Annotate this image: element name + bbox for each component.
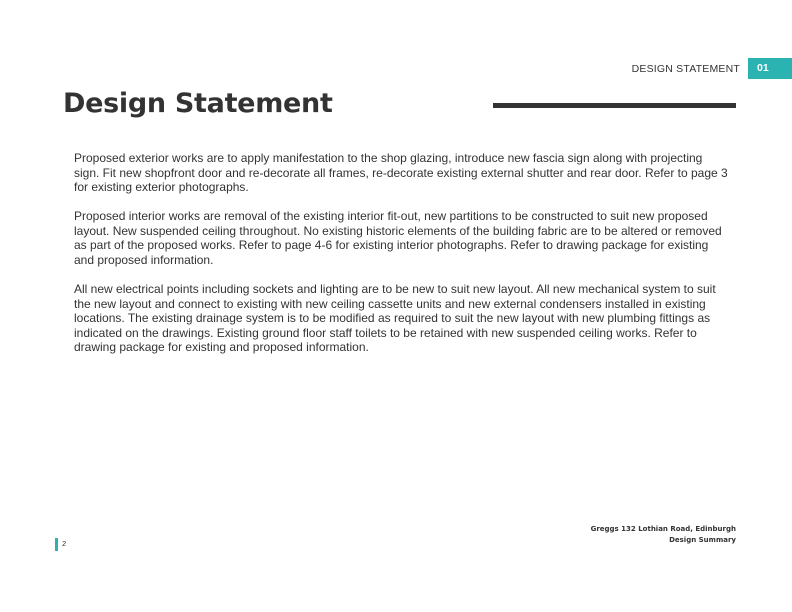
section-label: DESIGN STATEMENT: [631, 63, 740, 75]
footer-document: Design Summary: [669, 536, 736, 544]
page-number: 2: [62, 539, 67, 548]
statement-body: [74, 151, 730, 369]
page-title: Design Statement: [63, 88, 333, 119]
page-marker: [55, 538, 58, 551]
footer-block: [591, 524, 736, 546]
paragraph-interior-works: Proposed interior works are removal of the existing interior fit-out, new partitions to be constructed to suit new proposed layout. New suspended ceiling throughout. No existing historic elements of the building fabric are to be altered or removed as part of the proposed works. Refer to page 4-6 for existing interior photographs. Refer to drawing package for existing and proposed information.: [74, 209, 722, 267]
paragraph-services-works: All new electrical points including sockets and lighting are to be new to suit new layout. All new mechanical system to suit the new layout and connect to existing with new ceiling cassette units and new external condensers installed in existing locations. The existing drainage system is to be modified as required to suit the new layout with new plumbing fittings as indicated on the drawings. Existing ground floor staff toilets to be retained with new suspended ceiling works. Refer to drawing package for existing and proposed information.: [74, 281, 716, 355]
paragraph-exterior-works: Proposed exterior works are to apply manifestation to the shop glazing, introduce new fascia sign along with projecting sign. Fit new shopfront door and re-decorate all frames, re-decorate existing external shutter and rear door. Refer to page 3 for existing exterior photographs.: [74, 151, 728, 195]
footer-project: Greggs 132 Lothian Road, Edinburgh: [590, 525, 736, 533]
section-number-badge: 01: [748, 58, 792, 79]
title-divider: [493, 103, 736, 108]
